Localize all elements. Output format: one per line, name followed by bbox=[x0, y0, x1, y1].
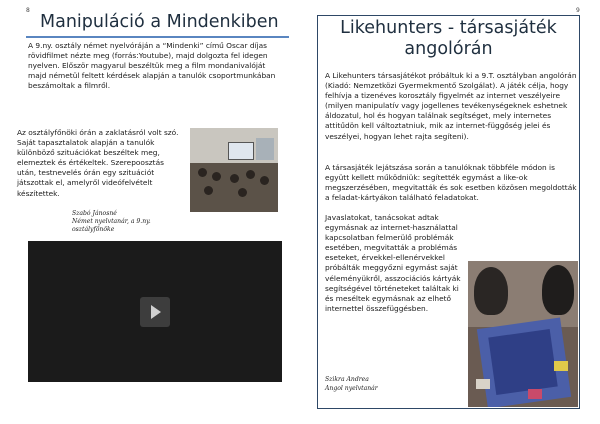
body-paragraph: Az osztályfőnöki órán a zaklatásról volt szó. Saját tapasztalatok alapján a tanulók különböző szituációkat beszéltek meg, elemeztek és értékeltek. Szerepoosztás után, testnevelés órán egy szituációt játszottak el, amelyről videófelvételt készítettek. bbox=[17, 128, 179, 198]
article-title bbox=[317, 18, 580, 59]
signature-class: osztályfőnöke bbox=[72, 226, 115, 233]
page-number: 8 bbox=[26, 7, 30, 14]
signature-name: Szikra Andrea bbox=[325, 376, 369, 383]
article-title: Manipuláció a Mindenkiben bbox=[40, 12, 279, 32]
paragraph-3: Javaslatokat, tanácsokat adtak egymásnak az internet-használattal kapcsolatban felmerülő problémák esetében, megvitatták a problémás eseteket, érvekkel-ellenérvekkel próbálták meggyőzni egymást saját véleményükről, asszociációs kártyák segítségével történeteket találtak ki és meséltek egymásnak az elhető internettel összefüggésben. bbox=[325, 213, 461, 313]
right-page bbox=[300, 0, 600, 424]
intro-paragraph: A 9.ny. osztály német nyelvóráján a “Mindenki” című Oscar díjas rövidfilmet nézte meg (forrás:Youtube), majd dolgozta fel idegen nyelven. Először magyarul beszéltük meg a film mondanivalóját majd németül feltett kérdések alapján a tanulók csoportmunkában beszámoltak a filmről. bbox=[28, 41, 276, 91]
signature-name: Szabó Jánosné bbox=[72, 210, 117, 217]
paragraph-1: A Likehunters társasjátékot próbáltuk ki a 9.T. osztályban angolórán (Kiadó: Nemzetközi Gyermekmentő Szolgálat). A játék célja, hogy felhívja a tizenéves korosztály figyelmét az internet veszélyeire (milyen manipulatív vagy jogellenes tevékenységeknek eshetnek áldozatul, hol és hogyan találnak segítséget, mely internetes attitűdön kell változtatniuk, mik az internet-függőség jelei és veszélyei, hogyan lehet rajta segíteni). bbox=[325, 71, 577, 141]
video-player[interactable] bbox=[28, 241, 282, 382]
signature-role: Német nyelvtanár, a 9.ny. bbox=[72, 218, 151, 225]
play-button[interactable] bbox=[140, 297, 170, 327]
page-number: 9 bbox=[576, 7, 580, 14]
signature-role: Angol nyelvtanár bbox=[325, 385, 378, 392]
title-line-1: Likehunters - társasjáték bbox=[340, 18, 557, 38]
board-game-photo bbox=[468, 261, 578, 407]
classroom-photo bbox=[190, 128, 278, 212]
paragraph-2: A társasjáték lejátszása során a tanulóknak többféle módon is együtt kellett működniük: segítették egymást a like-ok megszerzésében, megvitatták és sok esetben közösen megoldották a feladat-kártyákon található feladatokat. bbox=[325, 163, 577, 203]
title-line-2: angolórán bbox=[404, 38, 493, 59]
play-icon bbox=[151, 305, 161, 319]
title-underline bbox=[26, 36, 289, 38]
